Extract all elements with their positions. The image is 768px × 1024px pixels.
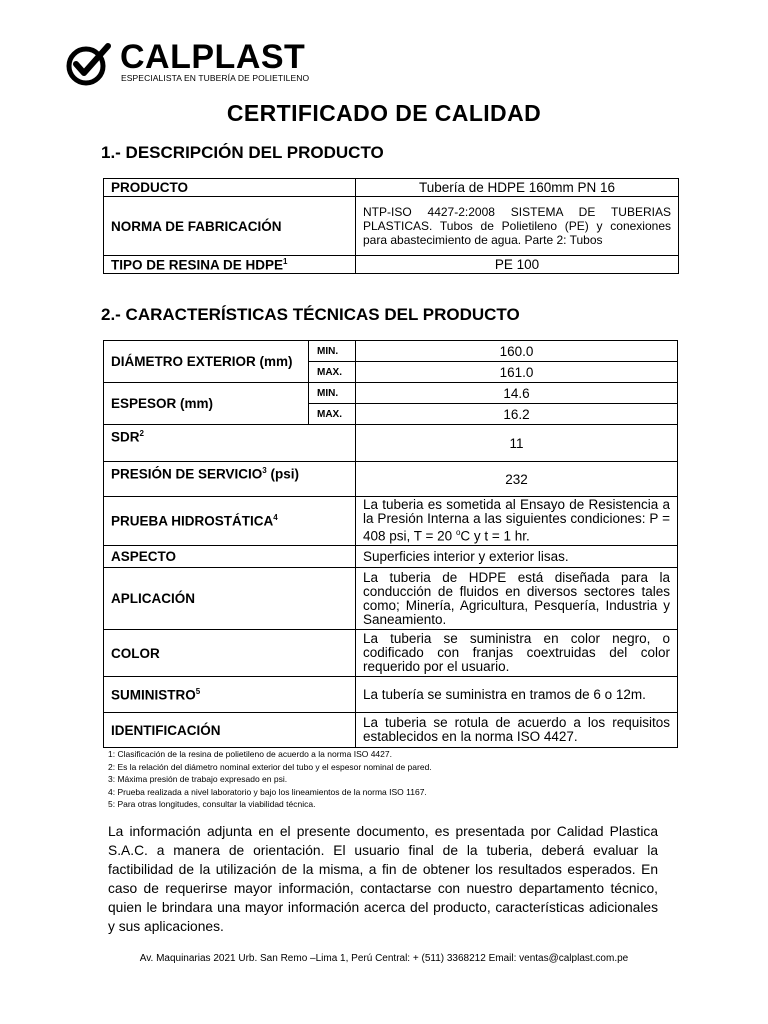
page-footer: Av. Maquinarias 2021 Urb. San Remo –Lima 1, Perú Central: + (511) 3368212 Email: ventas@calplast.com.pe [139, 953, 629, 964]
row-value: Tubería de HDPE 160mm PN 16 [356, 179, 679, 197]
max-label: MAX. [309, 362, 356, 383]
espesor-label: ESPESOR (mm) [104, 383, 309, 425]
suministro-label: SUMINISTRO$^5$ [104, 677, 356, 713]
footnotes [108, 748, 432, 811]
table-row [104, 179, 679, 197]
table-row [104, 630, 678, 677]
logo-tagline: ESPECIALISTA EN TUBERÍA DE POLIETILENO [121, 73, 310, 83]
aplicacion-value: La tuberia de HDPE está diseñada para la conducción de fluidos en diversos sectores tales como; Minería, Agricultura, Pesquería, Industria y Saneamiento. [356, 568, 678, 630]
table-row [104, 677, 678, 713]
information-paragraph: La información adjunta en el presente documento, es presentada por Calidad Plastica S.A.C. a manera de orientación. El usuario final de la tuberia, deberá evaluar la factibilidad de la utilización de la misma, a fin de obtener los resultados esperados. En caso de requerirse mayor información, contactarse con nuestro departamento técnico, quien le brindara una mayor información acerca del producto, características adicionales y sus aplicaciones. [108, 824, 658, 934]
table-row [104, 197, 679, 256]
logo-name: CALPLAST [120, 38, 306, 76]
table-row [104, 256, 679, 274]
sdr-value: 11 [356, 425, 678, 462]
document-title: CERTIFICADO DE CALIDAD [226, 100, 542, 126]
presion-value: 232 [356, 462, 678, 497]
logo-check-icon [64, 42, 116, 86]
row-value: PE 100 [356, 256, 679, 274]
footnote: 4: Prueba realizada a nivel laboratorio y bajo los lineamientos de la norma ISO 1167. [108, 786, 427, 797]
table-row [104, 568, 678, 630]
table-row [104, 713, 678, 748]
row-label: TIPO DE RESINA DE HDPE$^1$ [104, 256, 356, 274]
footnote: 3: Máxima presión de trabajo expresado en psi. [108, 774, 288, 784]
footnote: 5: Para otras longitudes, consultar la viabilidad técnica. [108, 799, 316, 809]
technical-characteristics-table [103, 340, 678, 748]
aspecto-label: ASPECTO [104, 546, 356, 568]
product-description-table [103, 178, 679, 274]
table-row [104, 425, 678, 462]
sdr-label: SDR$^2$ [104, 425, 356, 462]
presion-label: PRESIÓN DE SERVICIO$^3$ (psi) [104, 462, 356, 497]
table-row [104, 546, 678, 568]
min-label: MIN. [309, 341, 356, 362]
row-label: PRODUCTO [104, 179, 356, 197]
table-row [104, 383, 678, 404]
row-value: NTP-ISO 4427-2:2008 SISTEMA DE TUBERIAS PLASTICAS. Tubos de Polietileno (PE) y conexiones para abastecimiento de agua. Parte 2: Tubos [356, 197, 679, 256]
prueba-value: La tuberia es sometida al Ensayo de Resistencia a la Presión Interna a las siguientes condiciones: P = 408 psi, T = 20 $^o$C y t = 1 hr. [356, 497, 678, 546]
suministro-value: La tubería se suministra en tramos de 6 o 12m. [356, 677, 678, 713]
aplicacion-label: APLICACIÓN [104, 568, 356, 630]
table-row [104, 497, 678, 546]
identificacion-label: IDENTIFICACIÓN [104, 713, 356, 748]
table-row [104, 462, 678, 497]
section-2-title: 2.- CARACTERÍSTICAS TÉCNICAS DEL PRODUCTO [101, 305, 520, 324]
section-1-title: 1.- DESCRIPCIÓN DEL PRODUCTO [101, 143, 384, 162]
min-label: MIN. [309, 383, 356, 404]
footnote: 2: Es la relación del diámetro nominal exterior del tubo y el espesor nominal de pared. [108, 761, 432, 772]
color-label: COLOR [104, 630, 356, 677]
espesor-max-value: 16.2 [356, 404, 678, 425]
table-row [104, 341, 678, 362]
footnote: 1: Clasificación de la resina de polietileno de acuerdo a la norma ISO 4427. [108, 749, 392, 759]
diametro-label: DIÁMETRO EXTERIOR (mm) [104, 341, 309, 383]
identificacion-value: La tuberia se rotula de acuerdo a los requisitos establecidos en la norma ISO 4427. [356, 713, 678, 748]
aspecto-value: Superficies interior y exterior lisas. [356, 546, 678, 568]
diametro-min-value: 160.0 [356, 341, 678, 362]
company-logo [64, 38, 310, 87]
color-value: La tuberia se suministra en color negro, o codificado con franjas coextruidas del color requerido por el usuario. [356, 630, 678, 677]
diametro-max-value: 161.0 [356, 362, 678, 383]
prueba-label: PRUEBA HIDROSTÁTICA$^4$ [104, 497, 356, 546]
max-label: MAX. [309, 404, 356, 425]
espesor-min-value: 14.6 [356, 383, 678, 404]
row-label: NORMA DE FABRICACIÓN [104, 197, 356, 256]
